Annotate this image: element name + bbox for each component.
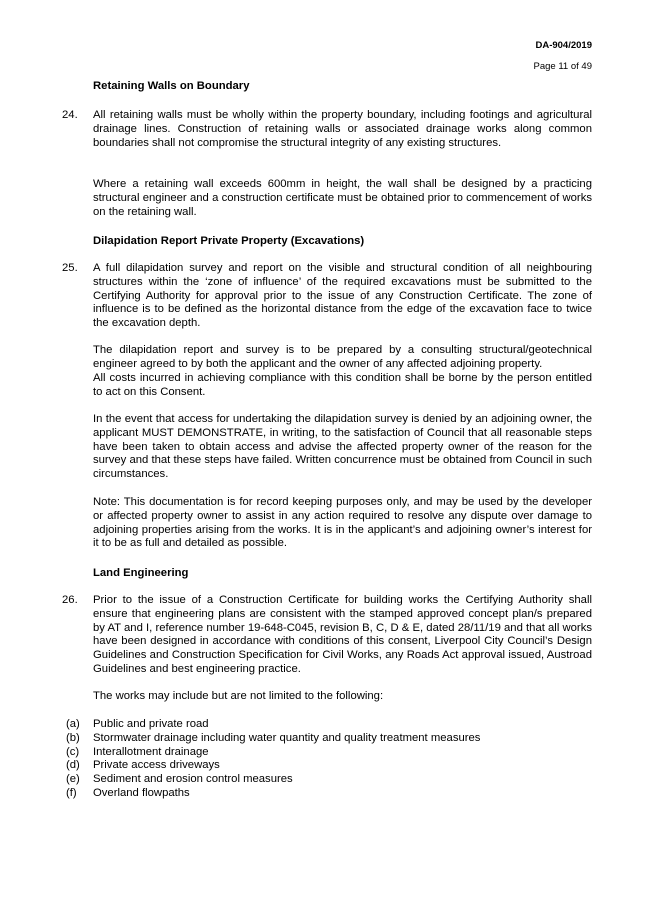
document-reference: DA-904/2019 xyxy=(535,40,592,51)
page-number: Page 11 of 49 xyxy=(533,61,592,72)
list-item: (f) Overland flowpaths xyxy=(66,786,190,799)
list-item: (a) Public and private road xyxy=(66,718,209,730)
dilapidation-paragraph-3: All costs incurred in achieving compliance with this condition shall be borne by the person entitled to act on this Consent. xyxy=(93,372,592,398)
dilapidation-paragraph-2: The dilapidation report and survey is to be prepared by a consulting structural/geotechnical engineer agreed to by both the applicant and the owner of any affected adjoining property. xyxy=(93,344,592,370)
land-paragraph-2: The works may include but are not limited to the following: xyxy=(93,690,384,702)
condition-number-26: 26. xyxy=(62,594,78,606)
works-list xyxy=(66,718,480,801)
list-item: (b) Stormwater drainage including water quantity and quality treatment measures xyxy=(66,731,481,744)
section-heading-land-engineering: Land Engineering xyxy=(93,567,189,579)
land-paragraph-1: Prior to the issue of a Construction Certificate for building works the Certifying Authority shall ensure that engineering plans are consistent with the stamped approved concept plan/s prepared by AT and I, reference number 19-648-C045, revision B, C, D & E, dated 28/11/19 and that all works have been designed in accordance with conditions of this consent, Liverpool City Council’s Design Guidelines and Construction Specification for Civil Works, any Roads Act approval issued, Austroad Guidelines and best engineering practice. xyxy=(93,594,592,675)
section-heading-retaining-walls: Retaining Walls on Boundary xyxy=(93,80,250,92)
dilapidation-paragraph-4: In the event that access for undertaking the dilapidation survey is denied by an adjoining owner, the applicant MUST DEMONSTRATE, in writing, to the satisfaction of Council that all reasonable steps have been taken to obtain access and advise the affected property owner of the reason for the survey and that these steps have failed. Written concurrence must be obtained from Council in such circumstances. xyxy=(93,413,592,481)
dilapidation-note: Note: This documentation is for record keeping purposes only, and may be used by the developer or affected property owner to assist in any action required to resolve any dispute over damage to adjoining properties arising from the works. It is in the applicant’s and adjoining owner’s interest for it to be as full and detailed as possible. xyxy=(93,496,592,550)
list-item: (c) Interallotment drainage xyxy=(66,745,209,758)
list-item: (d) Private access driveways xyxy=(66,759,220,772)
list-item: (e) Sediment and erosion control measures xyxy=(66,773,293,786)
retaining-paragraph-1: All retaining walls must be wholly within the property boundary, including footings and agricultural drainage lines. Construction of retaining walls or associated drainage works along common boundaries shall not compromise the structural integrity of any existing structures. xyxy=(93,109,592,149)
dilapidation-paragraph-1: A full dilapidation survey and report on the visible and structural condition of all neighbouring structures within the ‘zone of influence’ of the required excavations must be submitted to the Certifying Authority for approval prior to the issue of any Construction Certificate. The zone of influence is to be defined as the horizontal distance from the edge of the excavation face to twice the excavation depth. xyxy=(93,262,592,330)
retaining-paragraph-2: Where a retaining wall exceeds 600mm in height, the wall shall be designed by a practicing structural engineer and a construction certificate must be obtained prior to commencement of works on the retaining wall. xyxy=(93,178,592,218)
condition-number-25: 25. xyxy=(62,262,78,274)
condition-number-24: 24. xyxy=(62,109,78,121)
section-heading-dilapidation: Dilapidation Report Private Property (Excavations) xyxy=(93,235,365,247)
